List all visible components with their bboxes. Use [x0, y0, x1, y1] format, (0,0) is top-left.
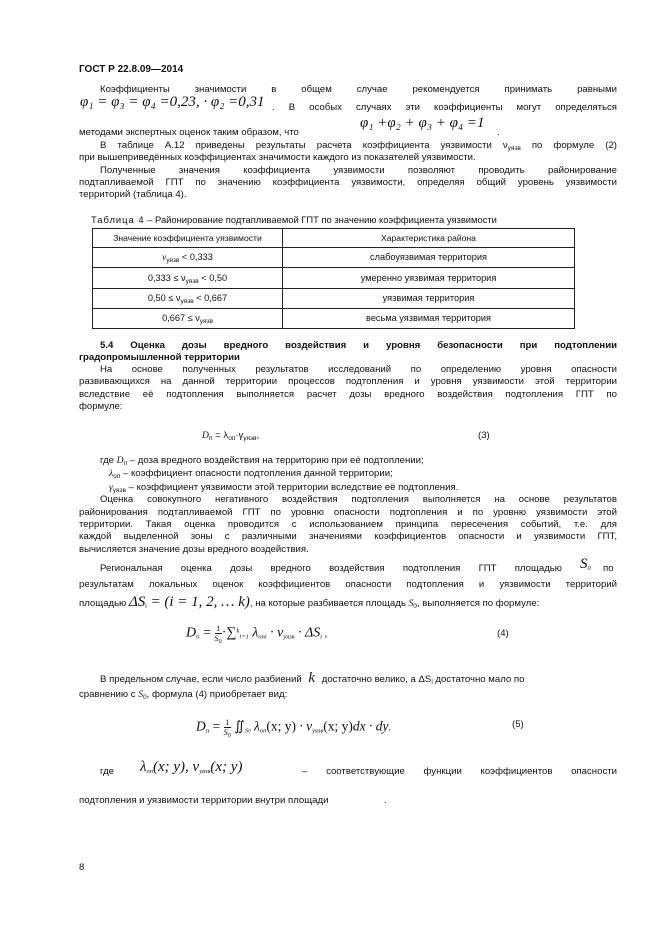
- s54-p3-s0: $S_0$: [580, 556, 591, 572]
- where-item-dose: где $D_п$ – доза вредного воздействия на территорию при её подтоплении;: [100, 455, 424, 467]
- s54-p5-line2: подтопления и уязвимости территории внутри площади: [79, 795, 329, 806]
- p2-line2: при вышеприведённых коэффициентах значимости каждого из показателей уязвимости.: [79, 152, 476, 163]
- table-cell-value: $0,667 \le \nu_{уязв}$: [93, 308, 283, 328]
- formula-3: $D_п = \lambda_{оп}\cdot\gamma_{уязв}$,: [202, 430, 260, 442]
- section-title-line1: 5.4 Оценка дозы вредного воздействия и уровня безопасности при подтоплении: [100, 340, 617, 351]
- p2-line1: В таблице А.12 приведены результаты расчета коэффициента уязвимости $\nu_{уязв}$ по формуле (2): [100, 140, 617, 152]
- s54-p1-line3: вследствие её подтопления выполняется расчет дозы вредного воздействия подтопления ГПТ по: [79, 389, 617, 400]
- s54-p5-line2-end: .: [384, 795, 387, 806]
- s54-p3-line3: площадью $\Delta S_i = (i = 1$, 2, … k), на которые разбивается площадь $S_0$, выполняется по формуле:: [79, 594, 540, 610]
- table-cell-description: весьма уязвимая территория: [283, 308, 575, 328]
- s54-p5-where: где: [100, 766, 115, 777]
- p1-line2-tail: . В особых случаях эти коэффициенты могут определяться: [272, 102, 617, 113]
- p1-line3-end: .: [497, 127, 500, 138]
- s54-p1-line2: развивающихся на данной территории процессов подтопления и уровня уязвимости этой территории: [79, 376, 617, 387]
- formula-4-number: (4): [497, 628, 509, 639]
- formula-3-number: (3): [478, 430, 490, 441]
- formula-5-number: (5): [512, 719, 524, 730]
- table-cell-value: $0,50 \le \nu_{уязв} < 0,667$: [93, 288, 283, 308]
- table-col-description: Характеристика района: [283, 229, 575, 248]
- formula-4: $D_п$ = 1 $S_0\cdot\sum^k_{i=1}$ $\lambda_{опi} \cdot \nu_{уязв} \cdot \Delta S_i$ ,: [186, 624, 328, 645]
- s54-p5-formula: $\lambda_{оп}(x$; y), $\nu_{уязв}(x$; y): [140, 759, 243, 775]
- page-number: 8: [79, 862, 85, 873]
- s54-p2-line2: районирования подтапливаемой ГПТ по уровню опасности подтопления и по уровню уязвимости этой: [79, 507, 617, 518]
- document-header: ГОСТ Р 22.8.09—2014: [79, 64, 184, 75]
- p1-line3: методами экспертных оценок таким образом, что: [79, 127, 299, 138]
- s54-p5-text: – соответствующие функции коэффициентов опасности: [302, 766, 617, 777]
- s54-p2-line4: каждой выделенной зоны с различными значениями коэффициентов опасности и уязвимости ГПТ,: [79, 531, 617, 542]
- table-row: [93, 288, 575, 308]
- table-cell-value: $0,333 \le \nu_{уязв} < 0,50$: [93, 268, 283, 288]
- table-row: [93, 268, 575, 288]
- table-header-row: [93, 229, 575, 248]
- p1-line1: Коэффициенты значимости в общем случае рекомендуется принимать равными: [100, 84, 617, 95]
- p3-line2: подтапливаемой ГПТ по значению коэффициента уязвимости, определяя общий уровень уязвимости: [79, 177, 617, 188]
- s54-p4-line1: В предельном случае, если число разбиений k достаточно велико, а $\Delta S_i$ достаточно мало по: [100, 670, 525, 686]
- s54-p2-line5: вычисляется значение дозы вредного воздействия.: [79, 544, 309, 555]
- table-row: [93, 308, 575, 328]
- table-cell-description: умеренно уязвимая территория: [283, 268, 575, 288]
- where-item-gamma: $\gamma_{уязв}$ – коэффициент уязвимости этой территории вследствие её подтопления.: [109, 482, 459, 494]
- where-item-lambda: $\lambda_{оп}$ – коэффициент опасности подтопления данной территории;: [109, 468, 393, 480]
- s54-p2-line3: территории. Такая оценка проводится с использованием принципа пересечения событий, т.е. для: [79, 519, 617, 530]
- p1-formula-phi: φ₁ = φ₃ = φ₄ =0,23, · φ₂ =0,31: [80, 94, 265, 110]
- table-row: [93, 248, 575, 268]
- s54-p3-line1-end: по: [603, 563, 614, 574]
- table-cell-description: слабоуязвимая территория: [283, 248, 575, 268]
- s54-p3-line2: результатам локальных оценок коэффициентов опасности подтопления и уязвимости территорий: [79, 579, 617, 590]
- formula-5: $D_п$ = 1 $S_0$ $∬_{S0}$ $\lambda_{оп}(x$; $y) \cdot \nu_{уязв}(x$; y)dx · dy.: [196, 718, 392, 739]
- table-cell-value: $\nu_{уязв} < 0,333$: [93, 248, 283, 268]
- s54-p2-line1: Оценка совокупного негативного воздействия подтопления выполняется на основе результатов: [100, 494, 617, 505]
- p1-formula-sum: φ₁ +φ₂ + φ₃ + φ₄ =1: [360, 115, 485, 131]
- s54-p3-line1: Региональная оценка дозы вредного воздействия подтопления ГПТ площадью: [100, 563, 562, 574]
- p3-line1: Полученные значения коэффициента уязвимости позволяют проводить районирование: [100, 165, 617, 176]
- s54-p1-line4: формуле:: [79, 401, 123, 412]
- section-title-line2: градопромышленной территории: [79, 352, 240, 363]
- table-cell-description: уязвимая территория: [283, 288, 575, 308]
- s54-p1-line1: На основе полученных результатов исследований по определению уровня опасности: [100, 364, 617, 375]
- table4: [92, 228, 575, 329]
- table-col-value: Значение коэффициента уязвимости: [93, 229, 283, 248]
- s54-p4-line2: сравнению с $S_0$, формула (4) приобретает вид:: [79, 689, 288, 701]
- p3-line3: территорий (таблица 4).: [79, 189, 187, 200]
- table4-caption: Таблица 4 – Районирование подтапливаемой ГПТ по значению коэффициента уязвимости: [91, 214, 497, 225]
